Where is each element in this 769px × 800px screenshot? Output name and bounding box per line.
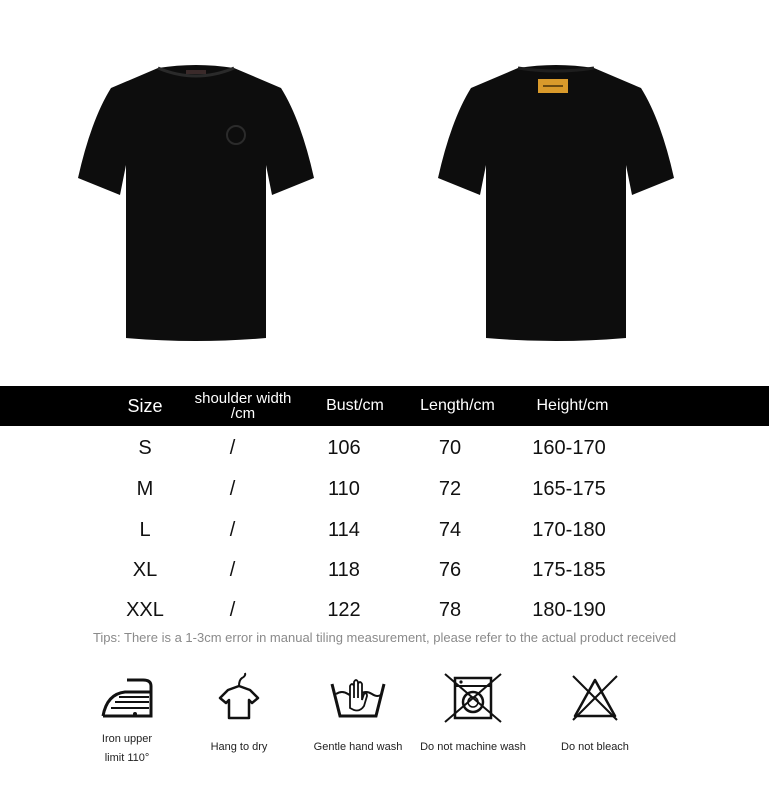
care-item-no-machine-wash <box>408 672 538 757</box>
table-row <box>0 469 769 509</box>
cell-height: 160-170 <box>532 436 606 459</box>
cell-height: 165-175 <box>532 477 606 500</box>
cell-length: 70 <box>438 436 462 459</box>
cell-size: S <box>138 436 152 459</box>
iron-icon <box>97 672 157 724</box>
header-shoulder-line1: shoulder width <box>194 390 292 407</box>
no-bleach-icon <box>567 672 623 724</box>
header-size: Size <box>127 395 163 416</box>
cell-size: M <box>136 477 154 500</box>
tshirt-front-image <box>76 60 316 345</box>
cell-size: XL <box>132 558 158 581</box>
cell-length: 72 <box>438 477 462 500</box>
cell-size: L <box>139 518 151 541</box>
cell-shoulder: / <box>229 436 236 459</box>
cell-length: 74 <box>438 518 462 541</box>
cell-bust: 110 <box>328 477 360 500</box>
hand-wash-icon <box>328 672 388 724</box>
care-label: Gentle hand wash <box>313 741 403 753</box>
cell-bust: 118 <box>328 558 360 581</box>
care-item-no-bleach <box>530 672 660 757</box>
table-row <box>0 510 769 550</box>
cell-height: 180-190 <box>532 598 606 621</box>
cell-shoulder: / <box>229 558 236 581</box>
cell-bust: 114 <box>328 518 360 541</box>
hanger-shirt-icon <box>214 672 264 724</box>
cell-length: 76 <box>438 558 462 581</box>
cell-shoulder: / <box>229 518 236 541</box>
cell-bust: 122 <box>327 598 361 621</box>
cell-shoulder: / <box>229 598 236 621</box>
header-length: Length/cm <box>420 397 495 414</box>
cell-height: 170-180 <box>532 518 606 541</box>
cell-size: XXL <box>126 598 164 621</box>
measurement-tips: Tips: There is a 1-3cm error in manual tiling measurement, please refer to the actual product received <box>92 630 677 645</box>
cell-length: 78 <box>438 598 462 621</box>
care-label: Do not bleach <box>561 741 629 753</box>
cell-bust: 106 <box>327 436 361 459</box>
care-label: Hang to dry <box>210 741 268 753</box>
care-item-iron <box>62 672 192 768</box>
product-images <box>0 0 769 385</box>
no-machine-wash-icon <box>441 672 505 724</box>
table-row <box>0 428 769 468</box>
care-label: limit 110° <box>104 752 150 764</box>
table-row <box>0 590 769 630</box>
care-label: Do not machine wash <box>420 741 526 753</box>
header-bust: Bust/cm <box>326 397 384 414</box>
header-height: Height/cm <box>536 397 609 414</box>
cell-height: 175-185 <box>532 558 606 581</box>
care-item-hand-wash <box>293 672 423 757</box>
header-shoulder-line2: /cm <box>230 405 256 422</box>
header-shoulder-width <box>178 386 308 426</box>
size-chart-header <box>0 386 769 426</box>
care-item-hang-dry <box>174 672 304 757</box>
cell-shoulder: / <box>229 477 236 500</box>
tshirt-back-image <box>436 60 676 345</box>
table-row <box>0 550 769 590</box>
care-label: Iron upper <box>101 733 153 745</box>
